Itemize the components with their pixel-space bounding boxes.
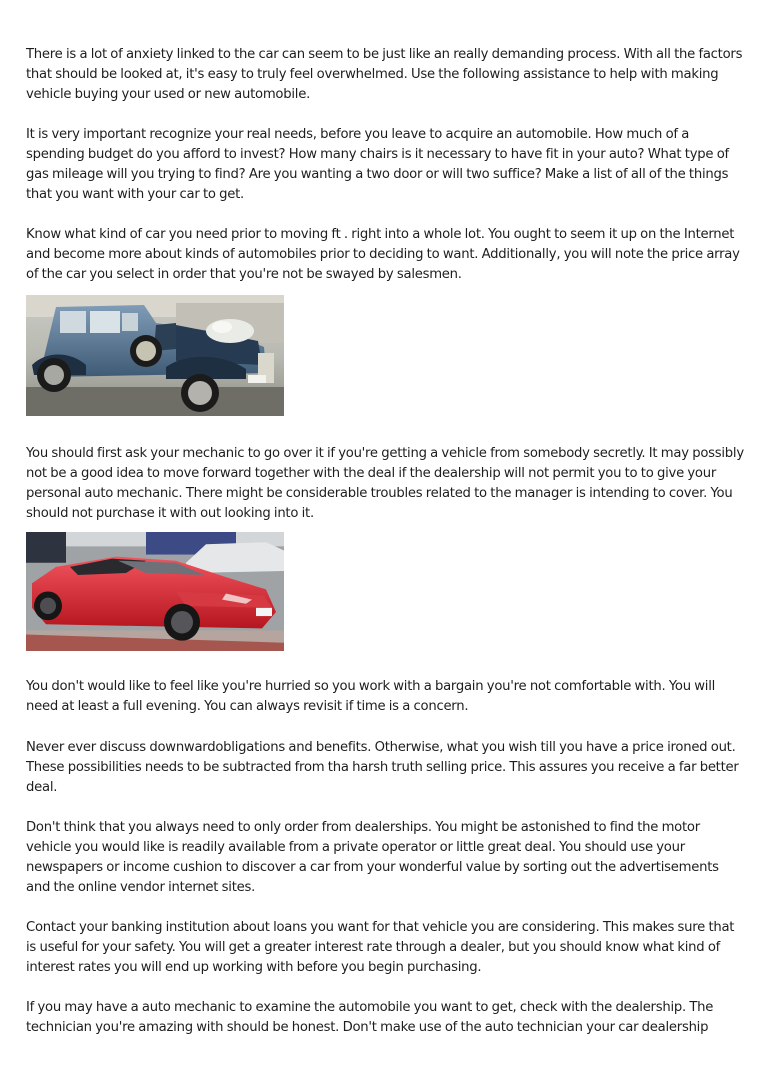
sports-car-photo — [26, 532, 284, 651]
paragraph-6: Never ever discuss downwardobligations and benefits. Otherwise, what you wish till you have a price ironed out. These possibilities needs to be subtracted from tha harsh truth selling price. This assures you receive a far better deal. — [26, 740, 739, 795]
vintage-car-icon — [26, 295, 284, 416]
paragraph-9: If you may have a auto mechanic to examine the automobile you want to get, check with the dealership. The technician you're amazing with should be honest. Don't make use of the auto technician your car dealership — [26, 1000, 714, 1035]
paragraph-8: Contact your banking institution about loans you want for that vehicle you are considering. This makes sure that is useful for your safety. You will get a greater interest rate through a dealer, but you should know what kind of interest rates you will end up working with before you begin purchasing. — [26, 920, 735, 975]
red-convertible-icon — [26, 532, 284, 651]
paragraph-3: Know what kind of car you need prior to moving ft . right into a whole lot. You ought to seem it up on the Internet and become more about kinds of automobiles prior to deciding to want. Additionally, you will note the price array of the car you select in order that you're not be swayed by salesmen. — [26, 227, 740, 282]
article-page — [26, 45, 744, 1038]
vintage-car-photo — [26, 295, 284, 416]
paragraph-2: It is very important recognize your real needs, before you leave to acquire an automobile. How much of a spending budget do you afford to invest? How many chairs is it necessary to have fit in your auto? What type of gas mileage will you trying to find? Are you wanting a two door or will two suffice? Make a list of all of the things that you want with your car to get. — [26, 127, 729, 202]
paragraph-5: You don't would like to feel like you're hurried so you work with a bargain you're not comfortable with. You will need at least a full evening. You can always revisit if time is a concern. — [26, 679, 716, 714]
paragraph-4: You should first ask your mechanic to go over it if you're getting a vehicle from somebody secretly. It may possibly not be a good idea to move forward together with the deal if the dealership will not permit you to to give your personal auto mechanic. There might be considerable troubles related to the manager is intending to cover. You should not purchase it with out looking into it. — [26, 446, 744, 521]
paragraph-1: There is a lot of anxiety linked to the car can seem to be just like an really demanding process. With all the factors that should be looked at, it's easy to truly feel overwhelmed. Use the following assistance to help with making vehicle buying your used or new automobile. — [26, 47, 743, 102]
paragraph-7: Don't think that you always need to only order from dealerships. You might be astonished to find the motor vehicle you would like is readily available from a private operator or little great deal. You should use your newspapers or income cushion to discover a car from your wonderful value by sorting out the advertisements and the online vendor internet sites. — [26, 820, 719, 895]
